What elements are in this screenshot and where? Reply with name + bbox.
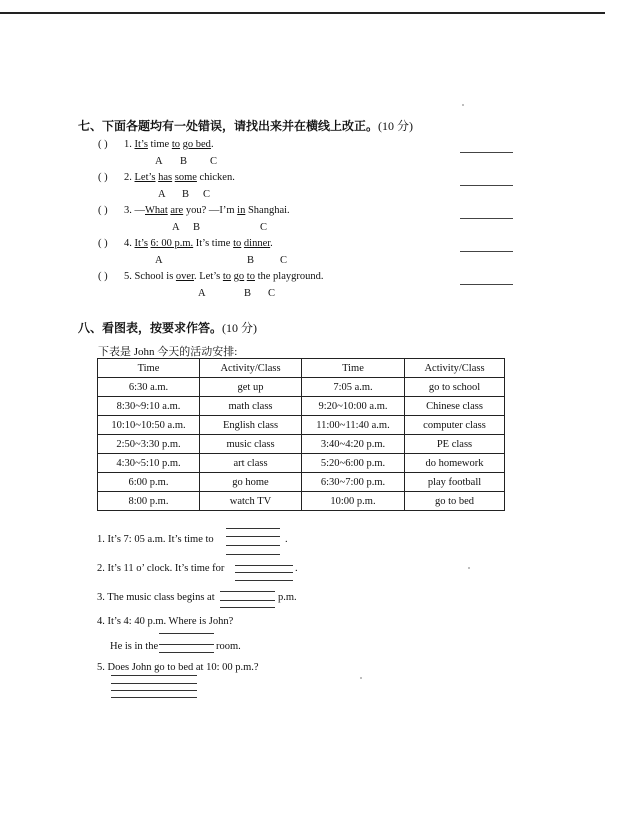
time-cell: 3:40~4:20 p.m. bbox=[302, 435, 405, 454]
activity-cell: music class bbox=[200, 435, 302, 454]
question-number: 1. bbox=[124, 139, 132, 150]
activity-cell: go to school bbox=[405, 378, 505, 397]
question-text: He is in the bbox=[110, 641, 159, 652]
table-row bbox=[98, 435, 505, 454]
scan-speck bbox=[468, 567, 470, 569]
question-text: . bbox=[210, 139, 214, 150]
question-text: It’s time bbox=[193, 238, 234, 249]
table-row bbox=[98, 397, 505, 416]
option-letter: B bbox=[193, 222, 201, 233]
section7-title: 七、下面各题均有一处错误，请找出来并在横线上改正。 bbox=[78, 119, 379, 133]
time-cell: 6:30 a.m. bbox=[98, 378, 200, 397]
activity-cell: watch TV bbox=[200, 492, 302, 511]
header-activity-1: Activity/Class bbox=[200, 359, 302, 378]
question-text: p.m. bbox=[278, 592, 297, 603]
option-letter: A bbox=[155, 156, 163, 167]
activity-cell: go to bed bbox=[405, 492, 505, 511]
activity-cell: PE class bbox=[405, 435, 505, 454]
section7-score: (10 分) bbox=[378, 119, 414, 133]
question-text: 2. It’s 11 o’ clock. It’s time for bbox=[97, 563, 225, 574]
option-letter: B bbox=[180, 156, 188, 167]
answer-blank-line[interactable] bbox=[220, 607, 275, 608]
answer-blank-line[interactable] bbox=[159, 652, 214, 653]
answer-blank-line[interactable] bbox=[226, 536, 280, 537]
scan-speck bbox=[462, 104, 464, 106]
question-text: 3. The music class begins at bbox=[97, 592, 215, 603]
activity-cell: go home bbox=[200, 473, 302, 492]
answer-blank-line[interactable] bbox=[159, 644, 214, 645]
activity-cell: get up bbox=[200, 378, 302, 397]
underlined-phrase: some bbox=[174, 172, 197, 183]
time-cell: 10:00 p.m. bbox=[302, 492, 405, 511]
question-row bbox=[98, 205, 290, 216]
option-letter: C bbox=[260, 222, 268, 233]
question-text: . bbox=[285, 534, 288, 545]
question-text: 5. Does John go to bed at 10: 00 p.m.? bbox=[97, 662, 259, 673]
question-number: 3. bbox=[124, 205, 132, 216]
underlined-phrase: dinner bbox=[243, 238, 271, 249]
underlined-phrase: to bbox=[233, 238, 242, 249]
underlined-phrase: in bbox=[237, 205, 246, 216]
section8-title: 八、看图表，按要求作答。 bbox=[78, 321, 223, 335]
question-text: 4. It’s 4: 40 p.m. Where is John? bbox=[97, 616, 234, 627]
time-cell: 8:00 p.m. bbox=[98, 492, 200, 511]
answer-blank-line[interactable] bbox=[220, 591, 275, 592]
correction-answer-line[interactable] bbox=[460, 284, 513, 285]
underlined-phrase: go bbox=[233, 271, 245, 282]
question-text: . Let’s bbox=[194, 271, 223, 282]
table-row bbox=[98, 454, 505, 473]
answer-blank-line[interactable] bbox=[159, 633, 214, 634]
option-letter: C bbox=[203, 189, 211, 200]
time-cell: 10:10~10:50 a.m. bbox=[98, 416, 200, 435]
underlined-phrase: 6: 00 p.m. bbox=[150, 238, 194, 249]
question-text: room. bbox=[216, 641, 241, 652]
underlined-phrase: It’s bbox=[134, 139, 148, 150]
time-cell: 8:30~9:10 a.m. bbox=[98, 397, 200, 416]
time-cell: 2:50~3:30 p.m. bbox=[98, 435, 200, 454]
header-activity-2: Activity/Class bbox=[405, 359, 505, 378]
answer-blank-line[interactable] bbox=[111, 690, 197, 691]
underlined-phrase: What bbox=[145, 205, 168, 216]
activity-cell: math class bbox=[200, 397, 302, 416]
underlined-phrase: go bed bbox=[182, 139, 211, 150]
answer-blank-line[interactable] bbox=[111, 697, 197, 698]
answer-blank-line[interactable] bbox=[220, 600, 275, 601]
option-letter: A bbox=[158, 189, 166, 200]
activity-cell: do homework bbox=[405, 454, 505, 473]
underlined-phrase: over bbox=[175, 271, 194, 282]
answer-paren[interactable]: ( ) bbox=[98, 172, 108, 183]
underlined-phrase: Let’s bbox=[134, 172, 156, 183]
underlined-phrase: has bbox=[158, 172, 173, 183]
answer-blank-line[interactable] bbox=[235, 572, 293, 573]
correction-answer-line[interactable] bbox=[460, 218, 513, 219]
option-letter: A bbox=[172, 222, 180, 233]
underlined-phrase: It’s bbox=[134, 238, 148, 249]
table-body bbox=[98, 378, 505, 511]
table-row bbox=[98, 416, 505, 435]
answer-paren[interactable]: ( ) bbox=[98, 238, 108, 249]
option-letter: C bbox=[280, 255, 288, 266]
option-letter: C bbox=[210, 156, 218, 167]
option-letter: B bbox=[182, 189, 190, 200]
correction-answer-line[interactable] bbox=[460, 251, 513, 252]
header-time-1: Time bbox=[98, 359, 200, 378]
question-row bbox=[98, 238, 273, 249]
question-text: . bbox=[270, 238, 273, 249]
answer-blank-line[interactable] bbox=[111, 675, 197, 676]
table-row bbox=[98, 378, 505, 397]
answer-blank-line[interactable] bbox=[235, 580, 293, 581]
option-letter: A bbox=[198, 288, 206, 299]
activity-cell: art class bbox=[200, 454, 302, 473]
activity-cell: English class bbox=[200, 416, 302, 435]
answer-paren[interactable]: ( ) bbox=[98, 205, 108, 216]
time-cell: 5:20~6:00 p.m. bbox=[302, 454, 405, 473]
question-text: — bbox=[134, 205, 145, 216]
answer-blank-line[interactable] bbox=[226, 545, 280, 546]
time-cell: 6:00 p.m. bbox=[98, 473, 200, 492]
question-text: time bbox=[147, 139, 172, 150]
scan-speck bbox=[360, 677, 362, 679]
section8-note: 下表是 John 今天的活动安排: bbox=[98, 346, 238, 358]
answer-blank-line[interactable] bbox=[235, 565, 293, 566]
time-cell: 6:30~7:00 p.m. bbox=[302, 473, 405, 492]
correction-answer-line[interactable] bbox=[460, 185, 513, 186]
question-number: 4. bbox=[124, 238, 132, 249]
question-text: the playground. bbox=[254, 271, 324, 282]
question-text: 1. It’s 7: 05 a.m. It’s time to bbox=[97, 534, 214, 545]
underlined-phrase: to bbox=[222, 271, 232, 282]
option-letter: B bbox=[247, 255, 255, 266]
question-row bbox=[98, 139, 214, 150]
activity-cell: play football bbox=[405, 473, 505, 492]
answer-blank-line[interactable] bbox=[226, 528, 280, 529]
underlined-phrase: to bbox=[171, 139, 181, 150]
header-time-2: Time bbox=[302, 359, 405, 378]
table-row bbox=[98, 492, 505, 511]
table-header-row bbox=[98, 359, 505, 378]
section8-score: (10 分) bbox=[222, 321, 258, 335]
question-text: School is bbox=[134, 271, 176, 282]
answer-paren[interactable]: ( ) bbox=[98, 139, 108, 150]
answer-paren[interactable]: ( ) bbox=[98, 271, 108, 282]
top-border-line bbox=[0, 12, 605, 14]
table-row bbox=[98, 473, 505, 492]
question-row bbox=[98, 172, 235, 183]
time-cell: 11:00~11:40 a.m. bbox=[302, 416, 405, 435]
underlined-phrase: are bbox=[170, 205, 184, 216]
activity-cell: computer class bbox=[405, 416, 505, 435]
question-number: 2. bbox=[124, 172, 132, 183]
correction-answer-line[interactable] bbox=[460, 152, 513, 153]
question-text: . bbox=[295, 563, 298, 574]
section7-heading bbox=[78, 117, 413, 134]
option-letter: A bbox=[155, 255, 163, 266]
answer-blank-line[interactable] bbox=[111, 683, 197, 684]
answer-blank-line[interactable] bbox=[226, 554, 280, 555]
time-cell: 9:20~10:00 a.m. bbox=[302, 397, 405, 416]
question-row bbox=[98, 271, 324, 282]
question-text: Shanghai. bbox=[245, 205, 290, 216]
activity-cell: Chinese class bbox=[405, 397, 505, 416]
question-text: chicken. bbox=[196, 172, 235, 183]
time-cell: 7:05 a.m. bbox=[302, 378, 405, 397]
section8-heading bbox=[78, 319, 257, 336]
question-text: you? ––I’m bbox=[183, 205, 238, 216]
time-cell: 4:30~5:10 p.m. bbox=[98, 454, 200, 473]
option-letter: C bbox=[268, 288, 276, 299]
schedule-table bbox=[97, 358, 505, 511]
question-number: 5. bbox=[124, 271, 132, 282]
underlined-phrase: to bbox=[246, 271, 255, 282]
option-letter: B bbox=[244, 288, 252, 299]
